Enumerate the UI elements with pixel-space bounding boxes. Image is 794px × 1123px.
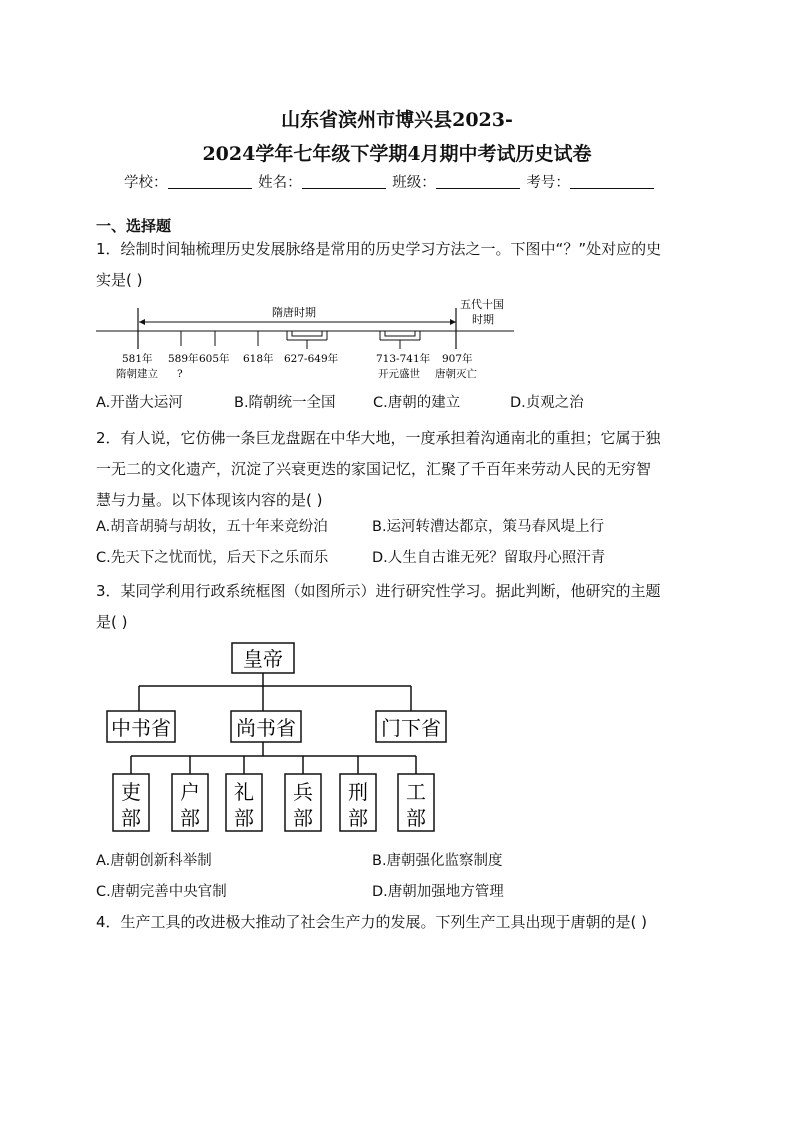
bracket-713-741 [380,331,420,349]
tick-label-581: 581年 [122,353,153,365]
sub-label-kaiyuan: 开元盛世 [378,368,420,380]
section-heading: 一、选择题 [96,217,172,235]
ministry-revenue-char-1: 户 [180,780,200,804]
tick-label-907: 907年 [442,353,473,365]
shangshu-label: 尚书省 [236,716,296,740]
exam-title-line-1: 山东省滨州市博兴县2023- [281,109,513,131]
zhongshu-label: 中书省 [111,716,171,740]
arrow-right-head [450,319,456,325]
name-label: 姓名： [258,175,302,191]
q2-stem-line-2: 一无二的文化遗产，沉淀了兴衰更迭的家国记忆，汇聚了千百年来劳动人民的无穷智 [96,460,652,478]
tick-label-713-741: 713-741年 [376,353,431,365]
tick-label-589: 589年 [168,353,199,365]
ministry-personnel-char-2: 部 [121,806,141,830]
tick-label-605: 605年 [199,353,230,365]
q3-option-d: D.唐朝加强地方管理 [372,884,504,900]
q2-option-a: A.胡音胡骑与胡妆，五十年来竞纷泊 [96,519,328,535]
timeline-figure [94,294,518,386]
q3-option-a: A.唐朝创新科举制 [96,853,212,869]
q1-option-a: A.开凿大运河 [96,395,183,411]
bracket-627-649 [287,331,327,349]
ministry-war-char-1: 兵 [293,780,313,804]
student-info-row [124,171,656,192]
ministry-works-char-2: 部 [406,806,426,830]
q1-stem-line-1: 1．绘制时间轴梳理历史发展脉络是常用的历史学习方法之一。下图中“？”处对应的史 [96,240,662,258]
q2-option-b: B.运河转漕达都京，策马春风堤上行 [372,519,605,535]
class-blank [436,174,520,189]
emperor-label: 皇帝 [243,647,283,671]
ministry-rites-char-1: 礼 [234,780,254,804]
q2-stem-line-1: 2．有人说，它仿佛一条巨龙盘踞在中华大地，一度承担着沟通南北的重担；它属于独 [96,429,661,447]
q2-option-d: D.人生自古谁无死？留取丹心照汗青 [372,550,606,566]
right-period-label-1: 五代十国 [460,298,504,311]
arrow-left-head [139,319,145,325]
class-label: 班级： [392,175,436,191]
ministry-rites-char-2: 部 [234,806,254,830]
ministry-war-char-2: 部 [293,806,313,830]
sub-label-sui-founded: 隋朝建立 [116,368,158,380]
q3-stem-line-2: 是( ) [96,613,128,631]
name-blank [302,174,386,189]
right-period-label-2: 时期 [472,313,494,326]
school-label: 学校： [124,175,168,191]
exam-title-line-2: 2024学年七年级下学期4月期中考试历史试卷 [202,143,592,165]
exam-no-blank [570,174,654,189]
q2-stem-line-3: 慧与力量。以下体现该内容的是( ) [96,491,323,509]
ministry-revenue-char-2: 部 [180,806,200,830]
sub-label-tang-fall: 唐朝灭亡 [435,368,477,380]
ministry-justice-char-1: 刑 [348,780,368,804]
q1-option-d: D.贞观之治 [510,395,584,411]
q1-option-b: B.隋朝统一全国 [234,395,336,411]
ministry-works-char-1: 工 [406,780,426,804]
q4-stem-line-1: 4．生产工具的改进极大推动了社会生产力的发展。下列生产工具出现于唐朝的是( ) [96,913,648,931]
tick-label-627-649: 627-649年 [284,353,339,365]
ministry-justice-char-2: 部 [348,806,368,830]
q2-option-c: C.先天下之忧而忧，后天下之乐而乐 [96,550,329,566]
period-label: 隋唐时期 [272,306,316,319]
q3-option-c: C.唐朝完善中央官制 [96,884,227,900]
school-blank [168,174,252,189]
q3-option-b: B.唐朝强化监察制度 [372,853,503,869]
q1-option-c: C.唐朝的建立 [373,395,461,411]
q1-stem-line-2: 实是( ) [96,271,143,289]
tick-label-618: 618年 [243,353,274,365]
ministry-personnel-char-1: 吏 [121,780,141,804]
exam-no-label: 考号： [526,175,570,191]
sub-label-question-mark: ? [177,368,183,380]
q3-stem-line-1: 3．某同学利用行政系统框图（如图所示）进行研究性学习。据此判断，他研究的主题 [96,582,661,600]
menxia-label: 门下省 [381,716,441,740]
admin-system-diagram [104,640,456,836]
